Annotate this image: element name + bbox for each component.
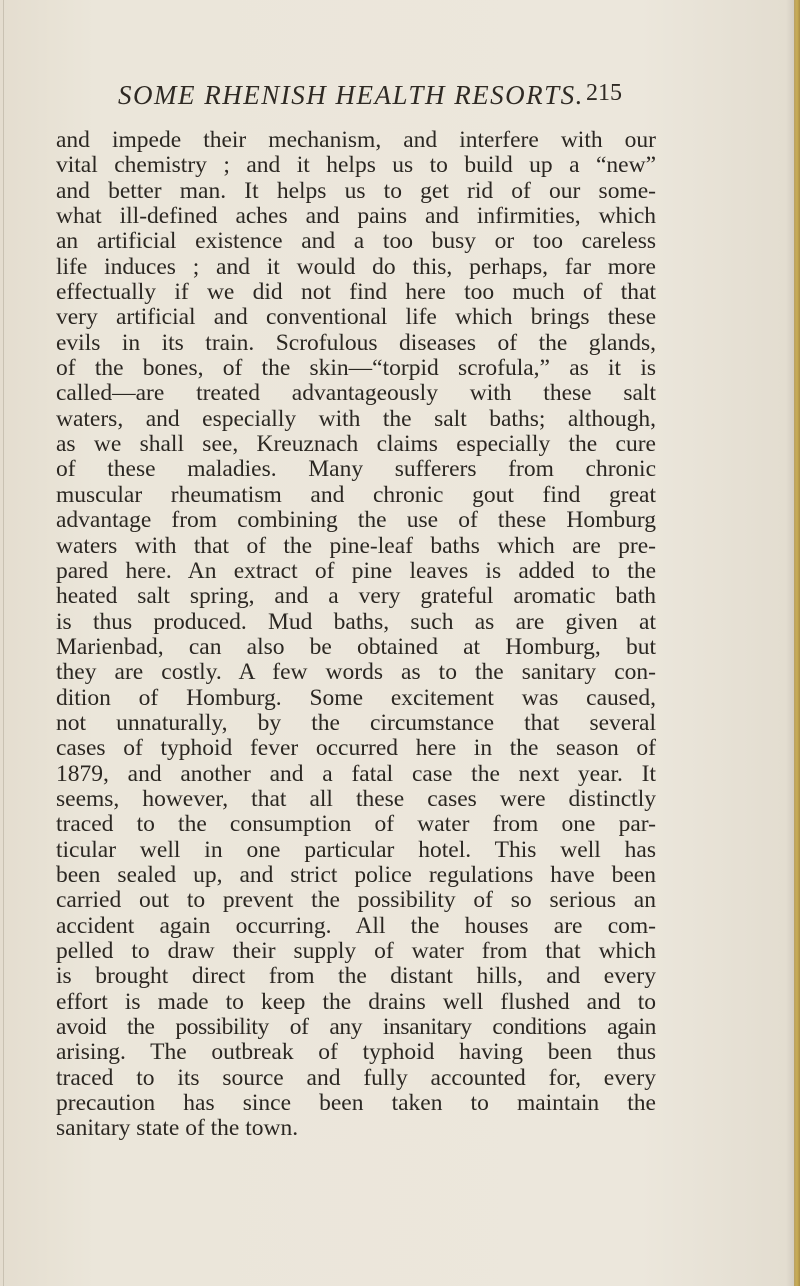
text-line: waters with that of the pine-leaf baths which are pre- bbox=[56, 532, 656, 559]
text-line: called—are treated advantageously with these salt bbox=[56, 380, 656, 407]
text-line: muscular rheumatism and chronic gout find great bbox=[56, 481, 656, 508]
text-line: heated salt spring, and a very grateful aromatic bath bbox=[56, 583, 656, 610]
text-line: evils in its train. Scrofulous diseases of the glands, bbox=[56, 329, 656, 356]
text-line: as we shall see, Kreuznach claims especially the cure bbox=[56, 431, 656, 458]
text-line: vital chemistry ; and it helps us to build up a “new” bbox=[56, 152, 656, 179]
running-head bbox=[118, 80, 638, 120]
text-line: and better man. It helps us to get rid of our some- bbox=[56, 177, 656, 204]
text-line: seems, however, that all these cases were distinctly bbox=[56, 785, 656, 812]
text-line: of the bones, of the skin—“torpid scrofula,” as it is bbox=[56, 355, 656, 382]
text-line: waters, and especially with the salt baths; although, bbox=[56, 405, 656, 432]
text-line: what ill-defined aches and pains and infirmities, which bbox=[56, 203, 656, 230]
gilt-page-edge bbox=[794, 0, 800, 1286]
text-line: dition of Homburg. Some excitement was caused, bbox=[56, 684, 656, 711]
text-line: carried out to prevent the possibility of so serious an bbox=[56, 887, 656, 914]
text-line: and impede their mechanism, and interfere with our bbox=[56, 127, 656, 153]
text-line: they are costly. A few words as to the sanitary con- bbox=[56, 659, 656, 686]
page-gutter-line bbox=[3, 0, 4, 1286]
running-title: SOME RHENISH HEALTH RESORTS. bbox=[118, 80, 584, 110]
text-line: pelled to draw their supply of water from that which bbox=[56, 938, 656, 964]
text-line: an artificial existence and a too busy or too careless bbox=[56, 228, 656, 255]
text-line: life induces ; and it would do this, perhaps, far more bbox=[56, 253, 656, 280]
text-line: been sealed up, and strict police regulations have been bbox=[56, 861, 656, 888]
text-line: pared here. An extract of pine leaves is added to the bbox=[56, 557, 656, 584]
body-text bbox=[56, 128, 656, 1142]
text-line: arising. The outbreak of typhoid having been thus bbox=[56, 1039, 656, 1066]
text-line: very artificial and conventional life which brings these bbox=[56, 304, 656, 331]
text-line: ticular well in one particular hotel. This well has bbox=[56, 836, 656, 863]
text-line: not unnaturally, by the circumstance that several bbox=[56, 709, 656, 736]
text-line: traced to its source and fully accounted for, every bbox=[56, 1064, 656, 1091]
page-number: 215 bbox=[586, 80, 622, 106]
text-line: traced to the consumption of water from one par- bbox=[56, 811, 656, 838]
text-line: cases of typhoid fever occurred here in the season of bbox=[56, 735, 656, 762]
text-line: 1879, and another and a fatal case the next year. It bbox=[56, 760, 656, 787]
text-line: precaution has since been taken to maintain the bbox=[56, 1090, 656, 1117]
text-line: advantage from combining the use of these Homburg bbox=[56, 507, 656, 534]
text-line: accident again occurring. All the houses are com- bbox=[56, 912, 656, 939]
text-line: Marienbad, can also be obtained at Homburg, but bbox=[56, 633, 656, 660]
text-line: effort is made to keep the drains well flushed and to bbox=[56, 988, 656, 1015]
text-line: effectually if we did not find here too much of that bbox=[56, 279, 656, 306]
text-line: is brought direct from the distant hills, and every bbox=[56, 963, 656, 990]
text-line: is thus produced. Mud baths, such as are given at bbox=[56, 608, 656, 635]
text-line: of these maladies. Many sufferers from chronic bbox=[56, 456, 656, 483]
text-line: avoid the possibility of any insanitary conditions again bbox=[56, 1014, 656, 1041]
text-line: sanitary state of the town. bbox=[56, 1115, 299, 1142]
